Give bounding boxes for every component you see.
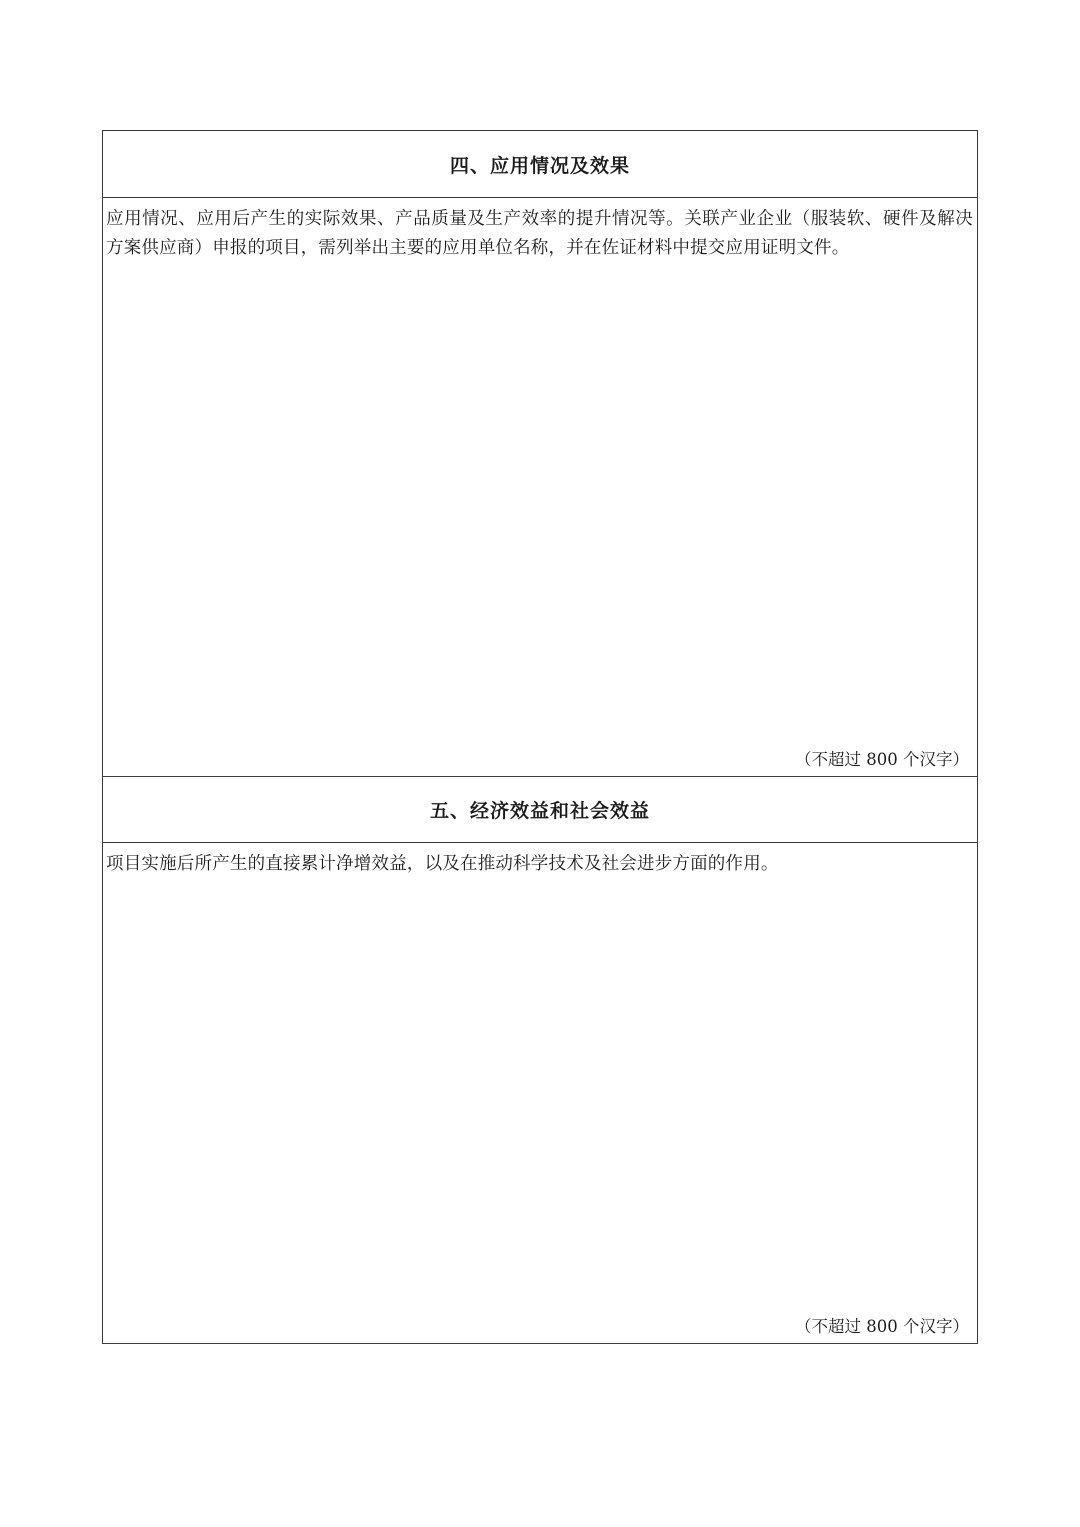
section-4-body[interactable]	[103, 198, 977, 777]
section-5-header	[103, 777, 977, 843]
section-4-instructions: 应用情况、应用后产生的实际效果、产品质量及生产效率的提升情况等。关联产业企业（服装软、硬件及解决方案供应商）申报的项目，需列举出主要的应用单位名称，并在佐证材料中提交应用证明文件。	[106, 209, 973, 258]
section-4-title: 四、应用情况及效果	[449, 154, 630, 177]
section-4-header	[103, 131, 977, 198]
section-4-limit-note: （不超过 800 个汉字）	[795, 750, 969, 769]
application-form-table	[102, 130, 978, 1344]
section-5-title: 五、经济效益和社会效益	[429, 800, 650, 822]
section-5-limit-note: （不超过 800 个汉字）	[795, 1317, 969, 1336]
section-5-instructions: 项目实施后所产生的直接累计净增效益，以及在推动科学技术及社会进步方面的作用。	[106, 854, 779, 874]
section-5-body[interactable]	[103, 843, 977, 1343]
